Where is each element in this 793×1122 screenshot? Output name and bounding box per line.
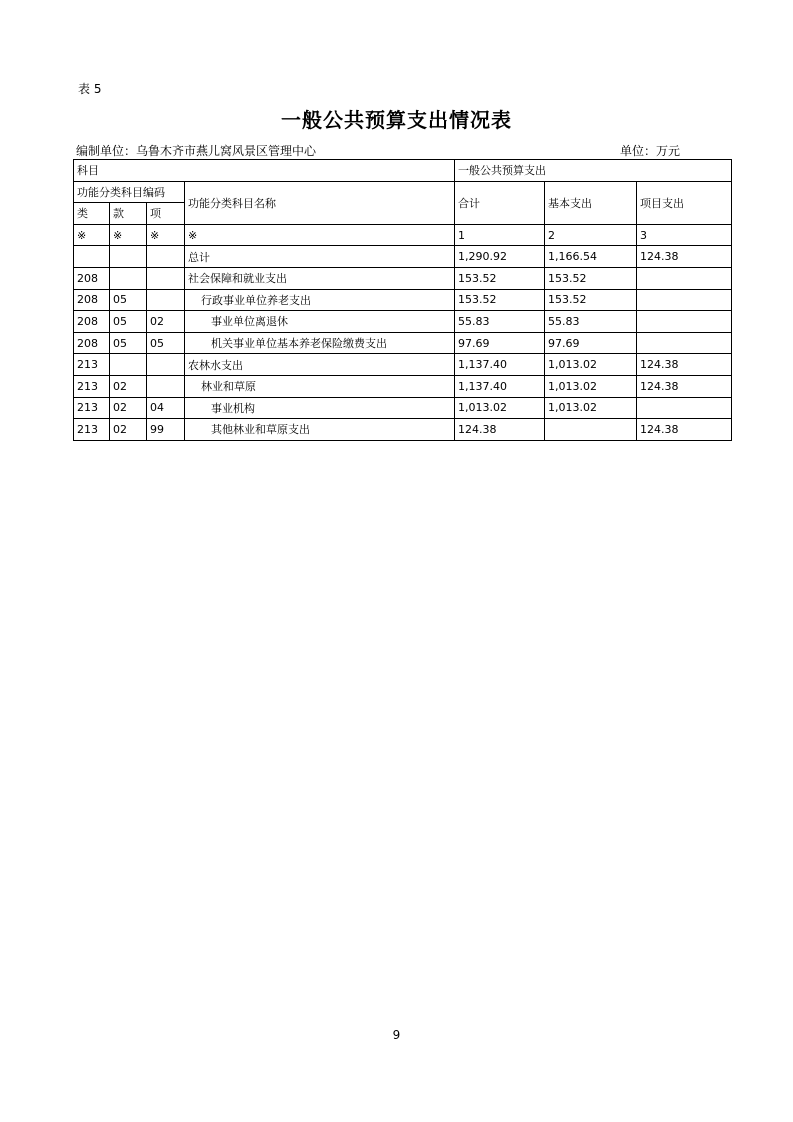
cell-kuan: 05 bbox=[110, 289, 147, 311]
organization-label: 编制单位：乌鲁木齐市燕儿窝风景区管理中心 bbox=[76, 144, 317, 158]
table-row bbox=[74, 419, 732, 441]
page-title: 一般公共预算支出情况表 bbox=[281, 108, 512, 132]
table-row bbox=[74, 354, 732, 376]
budget-table bbox=[73, 159, 732, 441]
cell-xiang bbox=[147, 354, 185, 376]
cell-xiang bbox=[147, 267, 185, 289]
marker-cell: ※ bbox=[147, 224, 185, 246]
header-gp-budget: 一般公共预算支出 bbox=[455, 160, 732, 182]
cell-kuan bbox=[110, 246, 147, 268]
cell-kuan: 05 bbox=[110, 311, 147, 333]
marker-cell: 3 bbox=[637, 224, 732, 246]
table-row bbox=[74, 267, 732, 289]
cell-subject-name: 林业和草原 bbox=[185, 375, 455, 397]
cell-lei: 208 bbox=[74, 289, 110, 311]
cell-basic: 1,013.02 bbox=[545, 354, 637, 376]
cell-project bbox=[637, 311, 732, 333]
table-row bbox=[74, 397, 732, 419]
cell-lei: 213 bbox=[74, 397, 110, 419]
cell-xiang: 02 bbox=[147, 311, 185, 333]
cell-total: 1,137.40 bbox=[455, 375, 545, 397]
cell-subject-name: 总计 bbox=[185, 246, 455, 268]
cell-lei bbox=[74, 246, 110, 268]
cell-subject-name: 其他林业和草原支出 bbox=[185, 419, 455, 441]
cell-lei: 208 bbox=[74, 311, 110, 333]
header-name-col: 功能分类科目名称 bbox=[185, 181, 455, 224]
cell-project bbox=[637, 332, 732, 354]
table-row bbox=[74, 375, 732, 397]
cell-kuan: 05 bbox=[110, 332, 147, 354]
cell-lei: 213 bbox=[74, 375, 110, 397]
cell-xiang: 04 bbox=[147, 397, 185, 419]
cell-subject-name: 社会保障和就业支出 bbox=[185, 267, 455, 289]
cell-total: 97.69 bbox=[455, 332, 545, 354]
cell-lei: 213 bbox=[74, 354, 110, 376]
cell-kuan: 02 bbox=[110, 419, 147, 441]
header-code-group: 功能分类科目编码 bbox=[74, 181, 185, 203]
cell-total: 1,013.02 bbox=[455, 397, 545, 419]
header-xiang: 项 bbox=[147, 203, 185, 225]
table-number-label: 表 5 bbox=[78, 82, 102, 96]
cell-kuan bbox=[110, 354, 147, 376]
cell-subject-name: 行政事业单位养老支出 bbox=[185, 289, 455, 311]
cell-project: 124.38 bbox=[637, 375, 732, 397]
cell-project bbox=[637, 289, 732, 311]
cell-basic: 153.52 bbox=[545, 267, 637, 289]
cell-subject-name: 事业机构 bbox=[185, 397, 455, 419]
header-basic-col: 基本支出 bbox=[545, 181, 637, 224]
marker-cell: 1 bbox=[455, 224, 545, 246]
cell-project bbox=[637, 397, 732, 419]
cell-kuan: 02 bbox=[110, 397, 147, 419]
cell-basic: 1,013.02 bbox=[545, 397, 637, 419]
cell-lei: 208 bbox=[74, 332, 110, 354]
cell-xiang: 99 bbox=[147, 419, 185, 441]
cell-xiang: 05 bbox=[147, 332, 185, 354]
cell-basic: 1,013.02 bbox=[545, 375, 637, 397]
page-number: 9 bbox=[392, 1028, 401, 1042]
cell-basic: 153.52 bbox=[545, 289, 637, 311]
cell-lei: 213 bbox=[74, 419, 110, 441]
cell-total: 1,290.92 bbox=[455, 246, 545, 268]
cell-total: 1,137.40 bbox=[455, 354, 545, 376]
marker-row bbox=[74, 224, 732, 246]
cell-subject-name: 事业单位离退休 bbox=[185, 311, 455, 333]
table-row bbox=[74, 332, 732, 354]
header-row-2 bbox=[74, 181, 732, 203]
header-project-col: 项目支出 bbox=[637, 181, 732, 224]
header-lei: 类 bbox=[74, 203, 110, 225]
cell-kuan: 02 bbox=[110, 375, 147, 397]
cell-total: 124.38 bbox=[455, 419, 545, 441]
header-subject: 科目 bbox=[74, 160, 455, 182]
cell-total: 153.52 bbox=[455, 289, 545, 311]
cell-xiang bbox=[147, 246, 185, 268]
cell-basic: 1,166.54 bbox=[545, 246, 637, 268]
cell-basic bbox=[545, 419, 637, 441]
cell-project bbox=[637, 267, 732, 289]
table-row bbox=[74, 246, 732, 268]
cell-project: 124.38 bbox=[637, 419, 732, 441]
table-row bbox=[74, 289, 732, 311]
cell-basic: 55.83 bbox=[545, 311, 637, 333]
marker-cell: 2 bbox=[545, 224, 637, 246]
cell-project: 124.38 bbox=[637, 246, 732, 268]
header-row-1 bbox=[74, 160, 732, 182]
table-row bbox=[74, 311, 732, 333]
cell-kuan bbox=[110, 267, 147, 289]
header-total-col: 合计 bbox=[455, 181, 545, 224]
cell-xiang bbox=[147, 289, 185, 311]
marker-cell: ※ bbox=[185, 224, 455, 246]
cell-total: 153.52 bbox=[455, 267, 545, 289]
unit-label: 单位：万元 bbox=[619, 144, 680, 158]
cell-total: 55.83 bbox=[455, 311, 545, 333]
cell-subject-name: 机关事业单位基本养老保险缴费支出 bbox=[185, 332, 455, 354]
header-kuan: 款 bbox=[110, 203, 147, 225]
cell-project: 124.38 bbox=[637, 354, 732, 376]
cell-xiang bbox=[147, 375, 185, 397]
cell-subject-name: 农林水支出 bbox=[185, 354, 455, 376]
marker-cell: ※ bbox=[110, 224, 147, 246]
cell-lei: 208 bbox=[74, 267, 110, 289]
cell-basic: 97.69 bbox=[545, 332, 637, 354]
marker-cell: ※ bbox=[74, 224, 110, 246]
